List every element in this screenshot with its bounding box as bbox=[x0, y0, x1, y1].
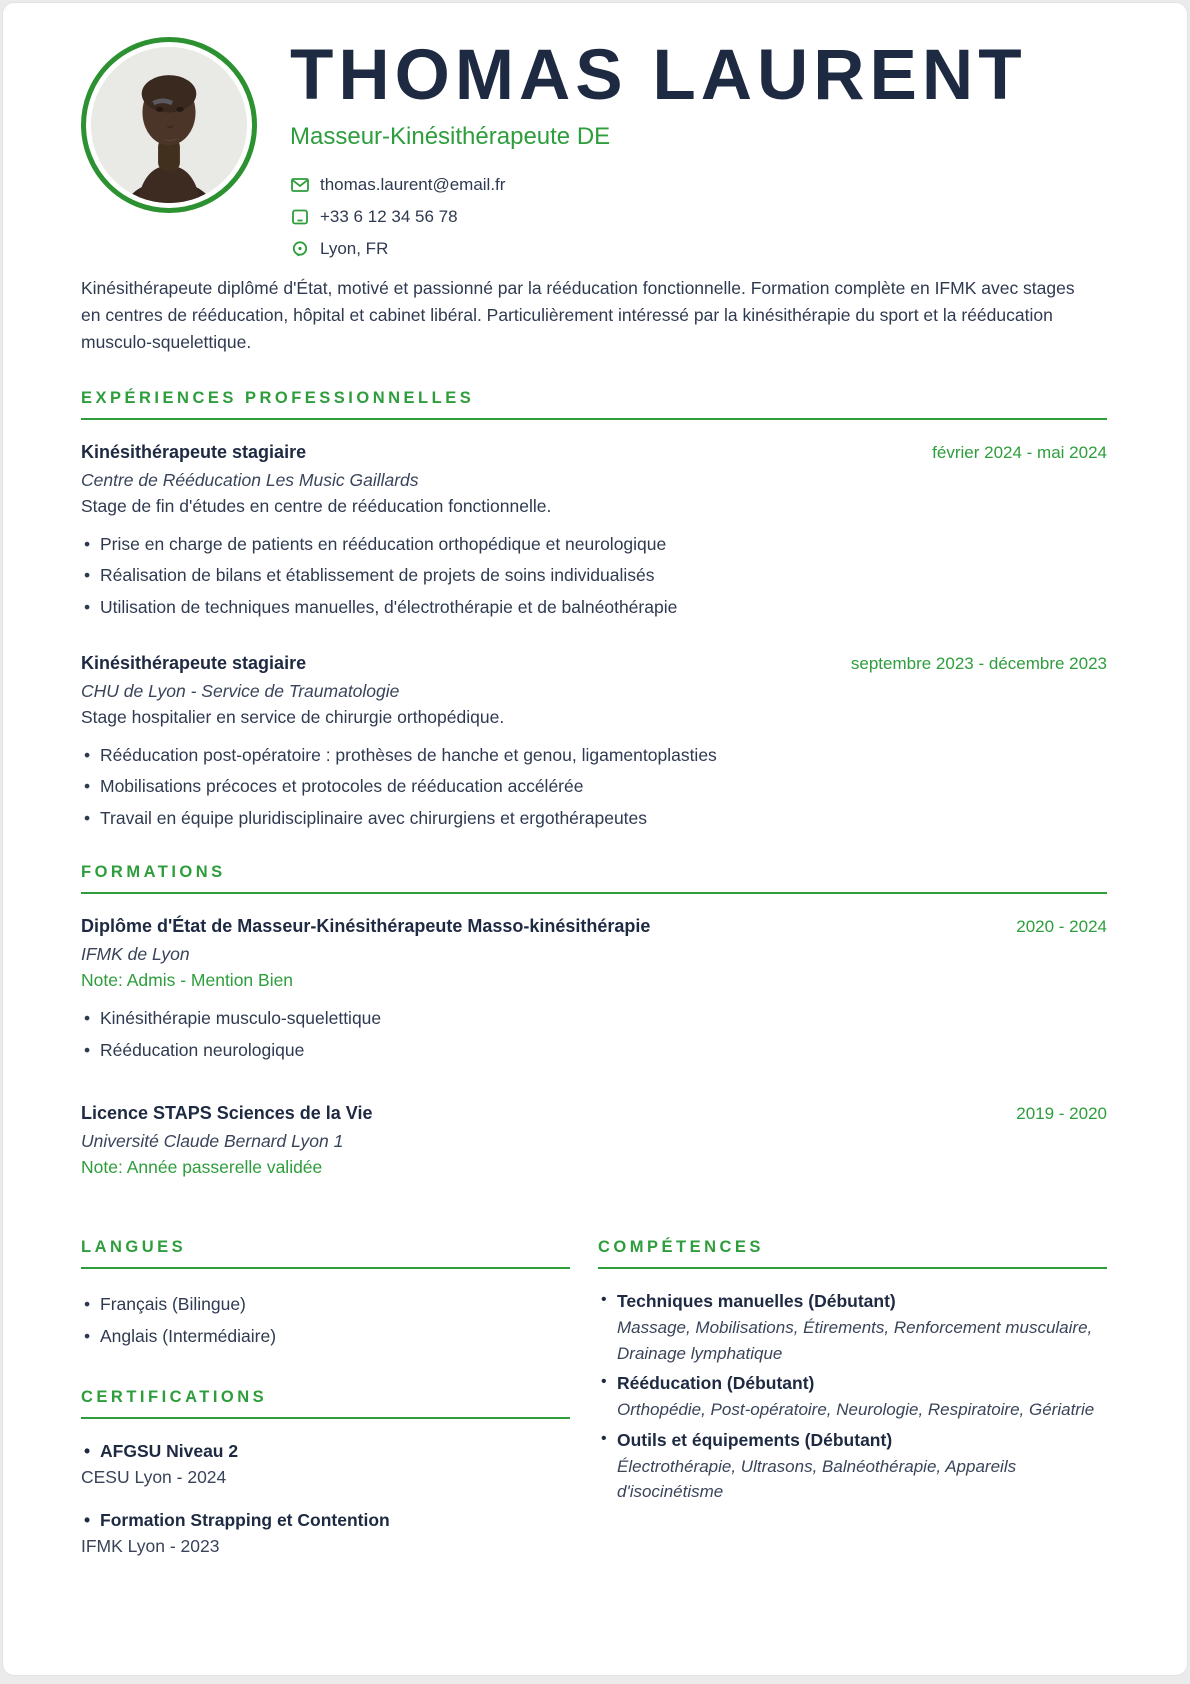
job-title: Masseur-Kinésithérapeute DE bbox=[290, 122, 611, 150]
profile-photo bbox=[91, 47, 247, 203]
phone-icon bbox=[290, 207, 310, 227]
section-skills bbox=[598, 1238, 1107, 1505]
skill-item bbox=[598, 1430, 1107, 1505]
person-portrait-image bbox=[91, 47, 247, 203]
education-title: Licence STAPS Sciences de la Vie bbox=[81, 1103, 373, 1124]
education-dates: 2019 - 2020 bbox=[1016, 1104, 1107, 1124]
profile-photo-ring bbox=[81, 37, 257, 213]
experience-bullet-list bbox=[81, 742, 1107, 832]
resume-page bbox=[2, 2, 1188, 1676]
section-title-experience: EXPÉRIENCES PROFESSIONNELLES bbox=[81, 389, 1107, 420]
section-education bbox=[81, 863, 1107, 1178]
experience-description: Stage hospitalier en service de chirurgie orthopédique. bbox=[81, 706, 505, 727]
experience-title: Kinésithérapeute stagiaire bbox=[81, 652, 307, 673]
skill-keywords: Électrothérapie, Ultrasons, Balnéothérapie, Appareils d'isocinétisme bbox=[617, 1456, 1017, 1502]
contact-location: Lyon, FR bbox=[320, 238, 389, 258]
section-certifications bbox=[81, 1388, 570, 1557]
experience-dates: septembre 2023 - décembre 2023 bbox=[850, 653, 1107, 673]
certification-item bbox=[81, 1510, 570, 1557]
experience-bullet: • Mobilisations précoces et protocoles de rééducation accélérée bbox=[81, 773, 1107, 800]
education-school: IFMK de Lyon bbox=[81, 944, 190, 965]
education-school: Université Claude Bernard Lyon 1 bbox=[81, 1131, 344, 1152]
skill-item bbox=[598, 1291, 1107, 1366]
section-title-certifications: CERTIFICATIONS bbox=[81, 1388, 570, 1419]
education-bullet: • Rééducation neurologique bbox=[81, 1037, 1107, 1064]
experience-bullet: • Rééducation post-opératoire : prothèses de hanche et genou, ligamentoplasties bbox=[81, 742, 1107, 769]
profile-summary: Kinésithérapeute diplômé d'État, motivé et passionné par la rééducation fonctionnelle. Formation complète en IFMK avec stages en centres de rééducation, hôpital et cabinet libéral. Particulièrement intéressé par la kinésithérapie du sport et la rééducation musculo-squelettique. bbox=[81, 277, 1075, 353]
experience-description: Stage de fin d'études en centre de rééducation fonctionnelle. bbox=[81, 495, 552, 516]
section-title-education: FORMATIONS bbox=[81, 863, 1107, 894]
education-bullet-list bbox=[81, 1005, 1107, 1063]
education-note: Note: Admis - Mention Bien bbox=[81, 970, 294, 991]
experience-entry bbox=[81, 442, 1107, 621]
left-column bbox=[81, 1238, 570, 1556]
education-entry bbox=[81, 1103, 1107, 1178]
experience-bullet: • Prise en charge de patients en rééducation orthopédique et neurologique bbox=[81, 531, 1107, 558]
experience-company: CHU de Lyon - Service de Traumatologie bbox=[81, 680, 400, 701]
skill-keywords: Orthopédie, Post-opératoire, Neurologie, Respiratoire, Gériatrie bbox=[617, 1400, 1095, 1420]
education-note: Note: Année passerelle validée bbox=[81, 1157, 323, 1178]
experience-company: Centre de Rééducation Les Music Gaillards bbox=[81, 469, 419, 490]
experience-entry bbox=[81, 653, 1107, 832]
section-experience bbox=[81, 389, 1107, 832]
section-languages bbox=[81, 1238, 570, 1349]
skill-name: • Techniques manuelles (Débutant) bbox=[617, 1291, 896, 1312]
location-pin-icon bbox=[290, 239, 310, 259]
certification-issuer: CESU Lyon - 2024 bbox=[81, 1466, 227, 1487]
header-info bbox=[290, 37, 1027, 259]
skill-keywords: Massage, Mobilisations, Étirements, Renforcement musculaire, Drainage lymphatique bbox=[617, 1318, 1093, 1363]
right-column bbox=[598, 1238, 1107, 1556]
certification-issuer: IFMK Lyon - 2023 bbox=[81, 1535, 220, 1556]
certification-name: • Formation Strapping et Contention bbox=[81, 1510, 570, 1531]
contact-list bbox=[290, 175, 1027, 259]
experience-bullet: • Travail en équipe pluridisciplinaire avec chirurgiens et ergothérapeutes bbox=[81, 805, 1107, 832]
certification-name: • AFGSU Niveau 2 bbox=[81, 1441, 570, 1462]
experience-title: Kinésithérapeute stagiaire bbox=[81, 441, 307, 462]
section-title-languages: LANGUES bbox=[81, 1238, 570, 1269]
education-title: Diplôme d'État de Masseur-Kinésithérapeute Masso-kinésithérapie bbox=[81, 916, 651, 937]
education-entry bbox=[81, 916, 1107, 1063]
envelope-icon bbox=[290, 175, 310, 195]
skill-name: • Rééducation (Débutant) bbox=[617, 1373, 815, 1394]
contact-email: thomas.laurent@email.fr bbox=[320, 174, 506, 194]
education-bullet: • Kinésithérapie musculo-squelettique bbox=[81, 1005, 1107, 1032]
experience-bullet: • Réalisation de bilans et établissement de projets de soins individualisés bbox=[81, 562, 1107, 589]
contact-phone: +33 6 12 34 56 78 bbox=[320, 206, 458, 226]
language-item: • Français (Bilingue) bbox=[81, 1291, 570, 1318]
contact-location-row bbox=[290, 239, 1027, 259]
skill-list bbox=[598, 1291, 1107, 1505]
experience-bullet-list bbox=[81, 531, 1107, 621]
education-dates: 2020 - 2024 bbox=[1016, 917, 1107, 937]
skill-name: • Outils et équipements (Débutant) bbox=[617, 1429, 893, 1450]
contact-email-row bbox=[290, 175, 1027, 195]
section-title-skills: COMPÉTENCES bbox=[598, 1238, 1107, 1269]
language-list bbox=[81, 1291, 570, 1349]
language-item: • Anglais (Intermédiaire) bbox=[81, 1323, 570, 1350]
bottom-columns bbox=[81, 1238, 1107, 1556]
certification-item bbox=[81, 1441, 570, 1488]
experience-dates: février 2024 - mai 2024 bbox=[932, 442, 1107, 462]
skill-item bbox=[598, 1373, 1107, 1423]
candidate-name: THOMAS LAURENT bbox=[290, 36, 1027, 115]
header bbox=[81, 37, 1107, 259]
experience-bullet: • Utilisation de techniques manuelles, d'électrothérapie et de balnéothérapie bbox=[81, 594, 1107, 621]
contact-phone-row bbox=[290, 207, 1027, 227]
